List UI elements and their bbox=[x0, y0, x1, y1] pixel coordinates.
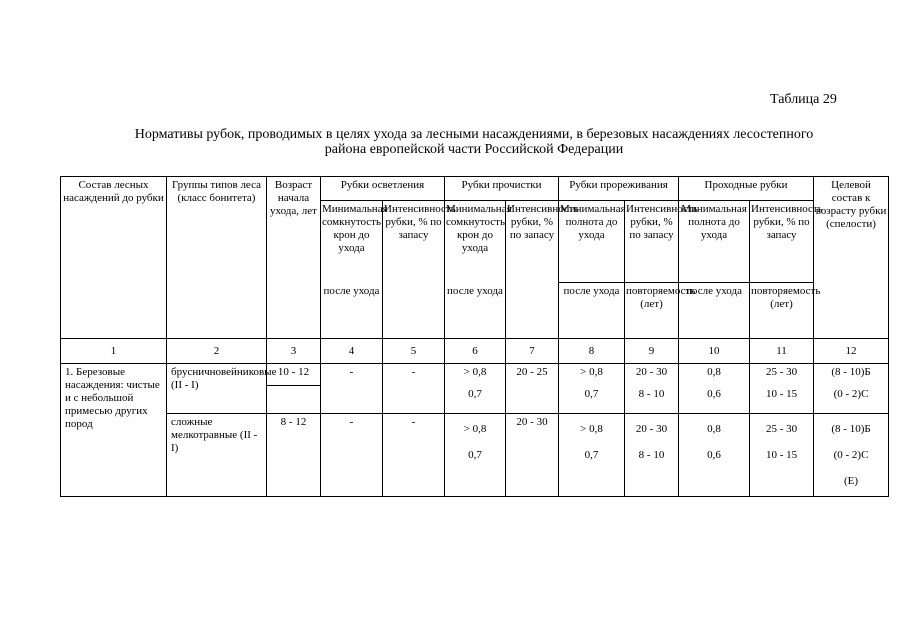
header-prokh-intensity: Интенсивность рубки, % по запасу bbox=[750, 201, 814, 283]
table-cell bbox=[625, 414, 679, 497]
cell-line: 8 - 10 bbox=[638, 449, 665, 461]
header-prokh-min-fullness: Минимальная полнота до ухода bbox=[679, 201, 750, 283]
table-cell: > 0,8 bbox=[559, 364, 625, 386]
table-cell bbox=[559, 414, 625, 497]
header-group-osvetlenie: Рубки осветления bbox=[321, 177, 445, 201]
header-prokh-repeat: повторяемость (лет) bbox=[750, 283, 814, 339]
cell-line: (8 - 10)Б bbox=[831, 423, 871, 435]
table-cell bbox=[814, 414, 889, 497]
header-prorezh-min-fullness: Минимальная полнота до ухода bbox=[559, 201, 625, 283]
column-number: 11 bbox=[750, 339, 814, 364]
table-cell: 25 - 30 bbox=[750, 364, 814, 386]
header-proch-after: после ухода bbox=[445, 283, 506, 339]
header-forest-groups: Группы типов леса (класс бонитета) bbox=[167, 177, 267, 339]
table-cell: 10 - 12 bbox=[267, 364, 321, 386]
column-number-row bbox=[61, 339, 889, 364]
header-group-prochistka: Рубки прочистки bbox=[445, 177, 559, 201]
header-osv-intensity: Интенсивность рубки, % по запасу bbox=[383, 201, 445, 339]
table-cell: 0,8 bbox=[679, 364, 750, 386]
column-number: 4 bbox=[321, 339, 383, 364]
table-cell: 8 - 10 bbox=[625, 386, 679, 414]
header-prorezh-repeat: повторяемость (лет) bbox=[625, 283, 679, 339]
cell-line: (0 - 2)С bbox=[833, 449, 869, 461]
table-cell: - bbox=[321, 364, 383, 386]
table-cell: 20 - 25 bbox=[506, 364, 559, 386]
regulations-table bbox=[60, 176, 889, 497]
table-cell: - bbox=[383, 414, 445, 497]
cell-line: 20 - 30 bbox=[635, 423, 668, 435]
title-line-1: Нормативы рубок, проводимых в целях ухода за лесными насаждениями, в березовых насаждениях лесостепного bbox=[134, 127, 814, 142]
table-cell: 0,7 bbox=[445, 386, 506, 414]
header-osv-after: после ухода bbox=[321, 283, 383, 339]
table-cell: (0 - 2)С bbox=[814, 386, 889, 414]
table-cell: 0,7 bbox=[559, 386, 625, 414]
header-prorezh-intensity: Интенсивность рубки, % по запасу bbox=[625, 201, 679, 283]
cell-line: 0,7 bbox=[584, 449, 599, 461]
column-number: 6 bbox=[445, 339, 506, 364]
header-osv-min-density: Минимальная сомкнутость крон до ухода bbox=[321, 201, 383, 283]
table-number-label: Таблица 29 bbox=[770, 92, 837, 107]
header-prorezh-after: после ухода bbox=[559, 283, 625, 339]
cell-line: 0,6 bbox=[707, 449, 721, 461]
document-title bbox=[60, 127, 888, 157]
column-number: 1 bbox=[61, 339, 167, 364]
table-row bbox=[61, 364, 889, 386]
header-group-prokhodnye: Проходные рубки bbox=[679, 177, 814, 201]
table-row bbox=[61, 414, 889, 497]
cell-line: 0,8 bbox=[707, 423, 721, 435]
header-row-1 bbox=[61, 177, 889, 201]
header-proch-intensity: Интенсивность рубки, % по запасу bbox=[506, 201, 559, 339]
composition-cell: 1. Березовые насаждения: чистые и с небольшой примесью других пород bbox=[61, 364, 167, 497]
header-target-composition: Целевой состав к возрасту рубки (спелости) bbox=[814, 177, 889, 339]
forest-group-cell: брусничновейниковые (II - I) bbox=[167, 364, 267, 414]
table-cell: - bbox=[321, 414, 383, 497]
column-number: 12 bbox=[814, 339, 889, 364]
table-cell bbox=[445, 414, 506, 497]
header-start-age: Возраст начала ухода, лет bbox=[267, 177, 321, 339]
header-composition: Состав лесных насаждений до рубки bbox=[61, 177, 167, 339]
table-cell: 10 - 15 bbox=[750, 386, 814, 414]
column-number: 2 bbox=[167, 339, 267, 364]
table-cell bbox=[267, 386, 321, 414]
title-line-2: района европейской части Российской Федерации bbox=[324, 142, 624, 157]
table-cell bbox=[506, 386, 559, 414]
table-cell: 20 - 30 bbox=[625, 364, 679, 386]
cell-line: 10 - 15 bbox=[765, 449, 798, 461]
table-cell: - bbox=[383, 364, 445, 386]
table-cell bbox=[383, 386, 445, 414]
table-cell bbox=[321, 386, 383, 414]
cell-line: > 0,8 bbox=[580, 423, 603, 435]
cell-line: (Е) bbox=[844, 475, 859, 487]
table-cell bbox=[750, 414, 814, 497]
table-cell: (8 - 10)Б bbox=[814, 364, 889, 386]
table-cell: 20 - 30 bbox=[506, 414, 559, 497]
table-cell bbox=[679, 414, 750, 497]
header-proch-min-density: Минимальная сомкнутость крон до ухода bbox=[445, 201, 506, 283]
table-cell: 8 - 12 bbox=[267, 414, 321, 497]
cell-line: 25 - 30 bbox=[765, 423, 798, 435]
forest-group-cell: сложные мелкотравные (II - I) bbox=[167, 414, 267, 497]
header-prokh-after: после ухода bbox=[679, 283, 750, 339]
header-group-prorezhivanie: Рубки прореживания bbox=[559, 177, 679, 201]
table-cell: 0,6 bbox=[679, 386, 750, 414]
column-number: 9 bbox=[625, 339, 679, 364]
column-number: 7 bbox=[506, 339, 559, 364]
column-number: 5 bbox=[383, 339, 445, 364]
table-cell: > 0,8 bbox=[445, 364, 506, 386]
column-number: 3 bbox=[267, 339, 321, 364]
cell-line: 0,7 bbox=[468, 449, 482, 461]
column-number: 8 bbox=[559, 339, 625, 364]
column-number: 10 bbox=[679, 339, 750, 364]
cell-line: > 0,8 bbox=[463, 423, 487, 435]
